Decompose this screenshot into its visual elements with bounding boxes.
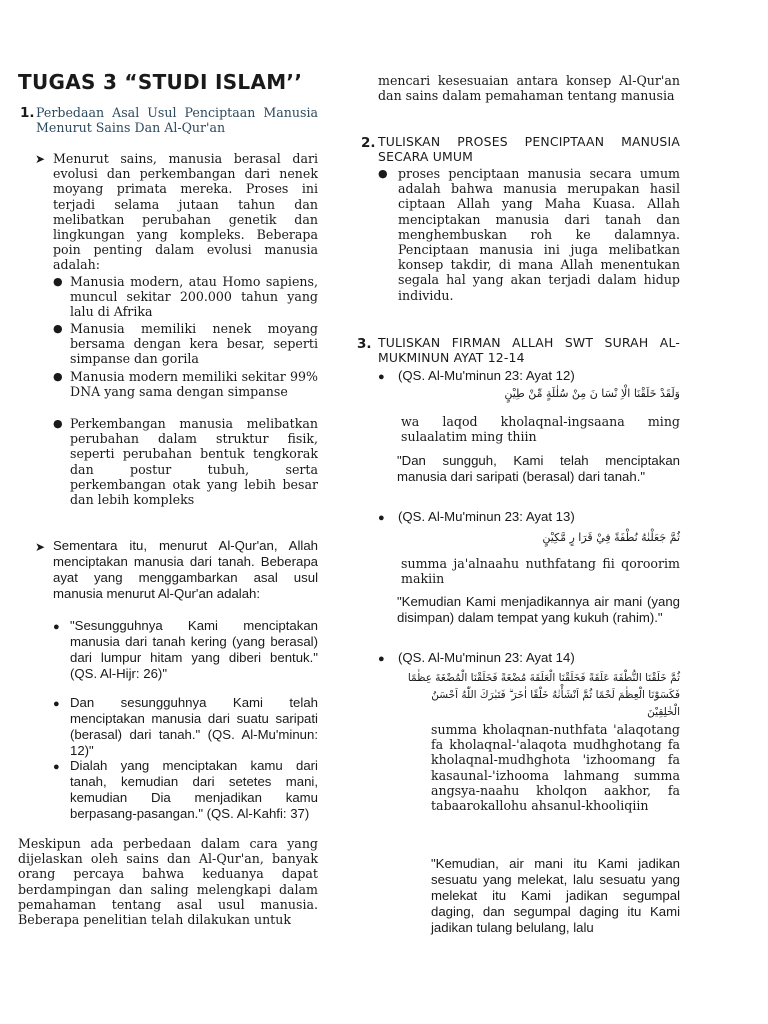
ayat-12-ref-row [378,368,680,384]
ayat-14-latin: summa kholaqnan-nuthfata 'alaqotang fa kholaqnal-'alaqota mudhghotang fa kholaqnal-mudhghota 'izhoomang fa kasaunal-'izhooma lahmang summa angsya-naahu kholqon aakhor, fa tabaarokallohu ahsanul-khooliqiin [431,722,680,814]
bullet-icon: ● [53,275,63,288]
arrow-bullet-icon: ➤ [35,540,46,554]
sains-point-text: Manusia modern, atau Homo sapiens, muncul sekitar 200.000 tahun yang lalu di Afrika [70,274,318,320]
ayat-12-translation: "Dan sungguh, Kami telah menciptakan manusia dari saripati (berasal) dari tanah." [397,453,680,484]
conclusion-paragraph: Meskipun ada perbedaan dalam cara yang dijelaskan oleh sains dan Al-Qur'an, banyak orang percaya bahwa keduanya dapat berdampingan dan saling melengkapi dalam pemahaman tentang asal usul manusia. Beberapa penelitian telah dilakukan untuk [18,836,318,928]
quran-point-text: Dan sesungguhnya Kami telah menciptakan manusia dari suatu saripati (berasal) dari tanah." (QS. Al-Mu'minun: 12)" [70,695,318,758]
sains-point-text: Manusia memiliki nenek moyang bersama dengan kera besar, seperti simpanse dan gorila [70,321,318,367]
bullet-icon: ● [53,698,60,710]
ayat-12-ref: (QS. Al-Mu'minun 23: Ayat 12) [398,368,575,383]
quran-point-text: "Sesungguhnya Kami menciptakan manusia dari tanah kering (yang berasal) dari lumpur hitam yang diberi bentuk." (QS. Al-Hijr: 26)" [70,618,318,681]
page-title: TUGAS 3 “STUDI ISLAM’’ [18,70,303,94]
ayat-13-ref: (QS. Al-Mu'minun 23: Ayat 13) [398,509,575,524]
list-item [53,274,318,320]
right-column [357,0,680,1024]
quran-point-text: Dialah yang menciptakan kamu dari tanah, kemudian dari setetes mani, kemudian Dia menjadikan kamu berpasang-pasangan." (QS. Al-Kahfi: 37) [70,758,318,821]
list-item [53,758,318,822]
sains-point-text: Manusia modern memiliki sekitar 99% DNA yang sama dengan simpanse [70,369,318,400]
section-2-point-text: proses penciptaan manusia secara umum adalah bahwa manusia merupakan hasil ciptaan Allah yang Maha Kuasa. Allah menciptakan manusia dari tanah dan menghembuskan roh ke dalamnya. Penciptaan manusia ini juga melibatkan konsep takdir, di mana Allah menentukan segala hal yang akan terjadi dalam hidup individu. [398,166,680,303]
ayat-13-translation: "Kemudian Kami menjadikannya air mani (yang disimpan) dalam tempat yang kukuh (rahim)." [397,594,680,625]
bullet-icon: ● [53,322,63,335]
list-item [53,618,318,682]
section-2-point [378,166,680,303]
ayat-12-arabic: وَلَقَدْ خَلَقْنَا الْاِ نْسَا نَ مِنْ سُلٰلَةٍ مِّنْ طِيْنٍ [504,387,680,400]
arrow-bullet-icon: ➤ [35,152,46,166]
conclusion-continued: mencari kesesuaian antara konsep Al-Qur'an dan sains dalam pemahaman tentang manusia [378,73,680,104]
bullet-icon: ● [53,370,63,383]
list-item [53,321,318,367]
bullet-icon: ● [378,512,385,524]
ayat-13-arabic: ثُمَّ جَعَلْنٰهُ نُطْفَةً فِيْ قَرَا رٍ مَّكِيْنٍ [542,531,680,544]
section-2-number: 2. [361,135,376,151]
bullet-icon: ● [378,371,385,383]
list-item [53,695,318,759]
bullet-icon: ● [53,761,60,773]
ayat-14-ref-row [378,650,680,666]
list-item [53,369,318,399]
bullet-icon: ● [378,653,385,665]
section-3-heading: TULISKAN FIRMAN ALLAH SWT SURAH AL-MUKMINUN AYAT 12-14 [378,335,680,365]
section-3-number: 3. [357,336,372,352]
bullet-icon: ● [378,167,388,180]
section-2-heading: TULISKAN PROSES PENCIPTAAN MANUSIA SECARA UMUM [378,134,680,164]
section-1-heading: Perbedaan Asal Usul Penciptaan Manusia Menurut Sains Dan Al-Qur'an [36,105,318,136]
section-1-number: 1. [20,105,35,121]
left-column [18,0,318,1024]
ayat-12-latin: wa laqod kholaqnal-ingsaana ming sulaalatim ming thiin [401,414,680,445]
ayat-13-latin: summa ja'alnaahu nuthfatang fii qoroorim makiin [401,556,680,587]
bullet-icon: ● [53,621,60,633]
quran-intro: Sementara itu, menurut Al-Qur'an, Allah menciptakan manusia dari tanah. Beberapa ayat yang menggambarkan asal usul manusia menurut Al-Qur'an adalah: [53,538,318,601]
ayat-14-translation: "Kemudian, air mani itu Kami jadikan sesuatu yang melekat, lalu sesuatu yang melekat itu Kami jadikan segumpal daging, dan segumpal daging itu Kami jadikan tulang belulang, lalu [431,856,680,935]
ayat-13-ref-row [378,509,680,525]
ayat-14-arabic: ثُمَّ خَلَقْنَا النُّطْفَةَ عَلَقَةً فَخَلَقْنَا الْعَلَقَةَ مُضْغَةً فَخَلَقْنَا الْمُضْغَةَ عِظٰمًا فَكَسَوْنَا الْعِظٰمَ لَحْمًا ثُمَّ اَنْشَأْنٰهُ خَلْقًا اٰخَرَ ۗ فَتَبٰرَكَ اللّٰهُ اَحْسَنُ الْخٰلِقِيْنَ [407,672,680,718]
sains-point-text: Perkembangan manusia melibatkan perubahan dalam struktur fisik, seperti perubahan bentuk tengkorak dan postur tubuh, serta perkembangan otak yang lebih besar dan lebih kompleks [70,416,318,508]
list-item [53,416,318,507]
ayat-14-ref: (QS. Al-Mu'minun 23: Ayat 14) [398,650,575,665]
bullet-icon: ● [53,417,63,430]
sains-intro: Menurut sains, manusia berasal dari evolusi dan perkembangan dari nenek moyang primata mereka. Proses ini terjadi selama jutaan tahun dan melibatkan perubahan genetik dan lingkungan yang kompleks. Beberapa poin penting dalam evolusi manusia adalah: [53,151,318,273]
